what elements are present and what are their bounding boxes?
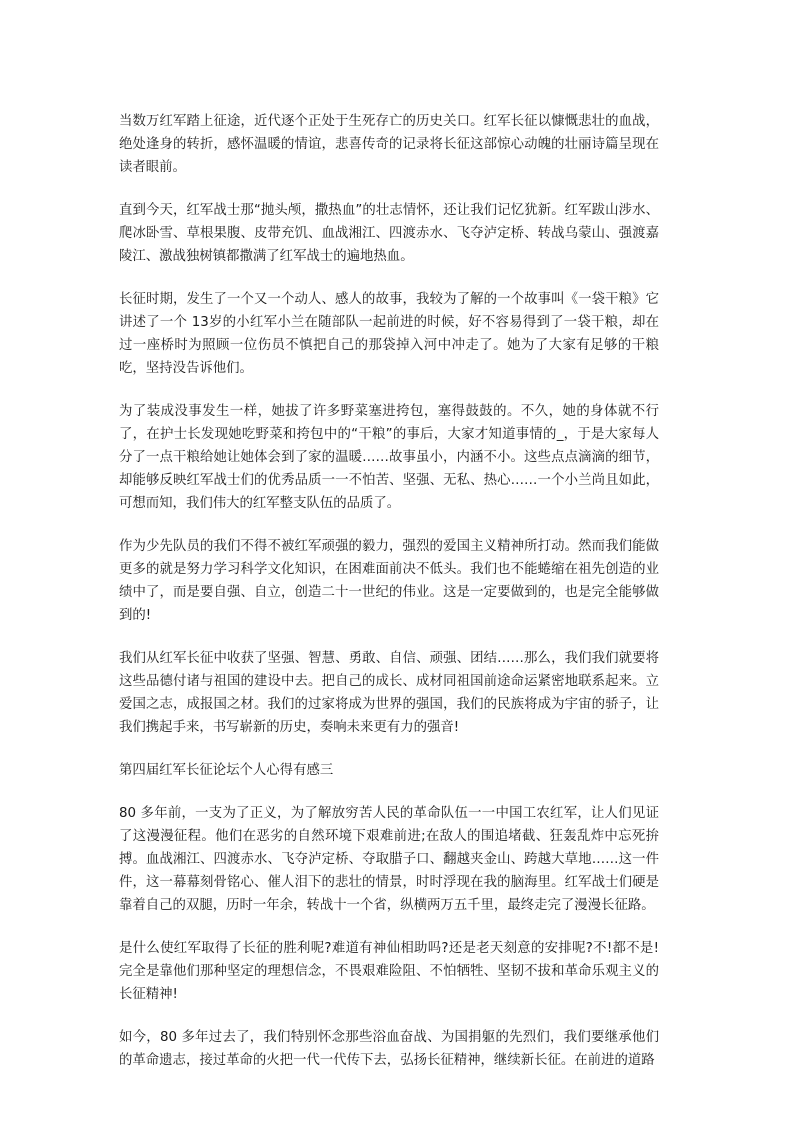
section-heading: 第四届红军长征论坛个人心得有感三 — [119, 763, 334, 778]
paragraph-spirit: 直到今天，红军战士那“抛头颅，撒热血”的壮志情怀，还让我们记忆犹新。红军跋山涉水、爬冰卧雪、草根果腹、皮带充饥、血战湘江、四渡赤水、飞夺泸定桥、转战乌蒙山、强渡嘉陵江、激战独树镇都撒满了红军战士的遍地热血。 — [119, 203, 659, 264]
document-page — [119, 110, 659, 1092]
paragraph-80-years-ago: 80 多年前，一支为了正义，为了解放穷苦人民的革命队伍一一中国工农红军，让人们见证了这漫漫征程。他们在恶劣的自然环境下艰难前进;在敌人的围追堵截、狂轰乱炸中忘死拚搏。血战湘江、四渡赤水、飞夺泸定桥、夺取腊子口、翻越夹金山、跨越大草地……这一件件，这一幕幕刻骨铭心、催人泪下的悲壮的情景，时时浮现在我的脑海里。红军战士们硬是靠着自己的双腿，历时一年余，转战十一个省，纵横两万五千里，最终走完了漫漫长征路。 — [119, 806, 659, 913]
paragraph-today: 如今，80 多年过去了，我们特别怀念那些浴血奋战、为国捐躯的先烈们，我们要继承他们的革命遗志，接过革命的火把一代一代传下去，弘扬长征精神，继续新长征。在前进的道路 — [119, 1030, 659, 1068]
paragraph-victory-reason: 是什么使红军取得了长征的胜利呢?难道有神仙相助吗?还是老天刻意的安排呢?不!都不是!完全是靠他们那种坚定的理想信念，不畏艰难险阻、不怕牺牲、坚韧不拔和革命乐观主义的长征精神! — [119, 941, 659, 1002]
paragraph-story: 长征时期，发生了一个又一个动人、感人的故事，我较为了解的一个故事叫《一袋干粮》它讲述了一个 13岁的小红军小兰在随部队一起前进的时候，好不容易得到了一袋干粮，却在过一座桥时为照顾一位伤员不慎把自己的那袋掉入河中冲走了。她为了大家有足够的干粮吃，坚持没告诉他们。 — [119, 292, 659, 376]
paragraph-lessons: 我们从红军长征中收获了坚强、智慧、勇敢、自信、顽强、团结……那么，我们我们就要将这些品德付诸与祖国的建设中去。把自己的成长、成材同祖国前途命运紧密地联系起来。立爱国之志，成报国之材。我们的过家将成为世界的强国，我们的民族将成为宇宙的骄子，让我们携起手来，书写崭新的历史，奏响未来更有力的强音! — [119, 651, 659, 735]
paragraph-young-pioneers: 作为少先队员的我们不得不被红军顽强的毅力，强烈的爱国主义精神所打动。然而我们能做更多的就是努力学习科学文化知识，在困难面前决不低头。我们也不能蜷缩在祖先创造的业绩中了，而是要自强、自立，创造二十一世纪的伟业。这是一定要做到的，也是完全能够做到的! — [119, 539, 659, 623]
paragraph-intro: 当数万红军踏上征途，近代逐个正处于生死存亡的历史关口。红军长征以慷慨悲壮的血战，绝处逢身的转折，感怀温暖的情谊，悲喜传奇的记录将长征这部惊心动魄的壮丽诗篇呈现在读者眼前。 — [119, 114, 659, 175]
paragraph-xiaolan: 为了装成没事发生一样，她拔了许多野菜塞进挎包，塞得鼓鼓的。不久，她的身体就不行了，在护士长发现她吃野菜和挎包中的“干粮”的事后，大家才知道事情的_，于是大家每人分了一点干粮给她让她体会到了家的温暖……故事虽小，内涵不小。这些点点滴滴的细节，却能够反映红军战士们的优秀品质一一不怕苦、坚强、无私、热心……一个小兰尚且如此，可想而知，我们伟大的红军整支队伍的品质了。 — [119, 404, 659, 511]
